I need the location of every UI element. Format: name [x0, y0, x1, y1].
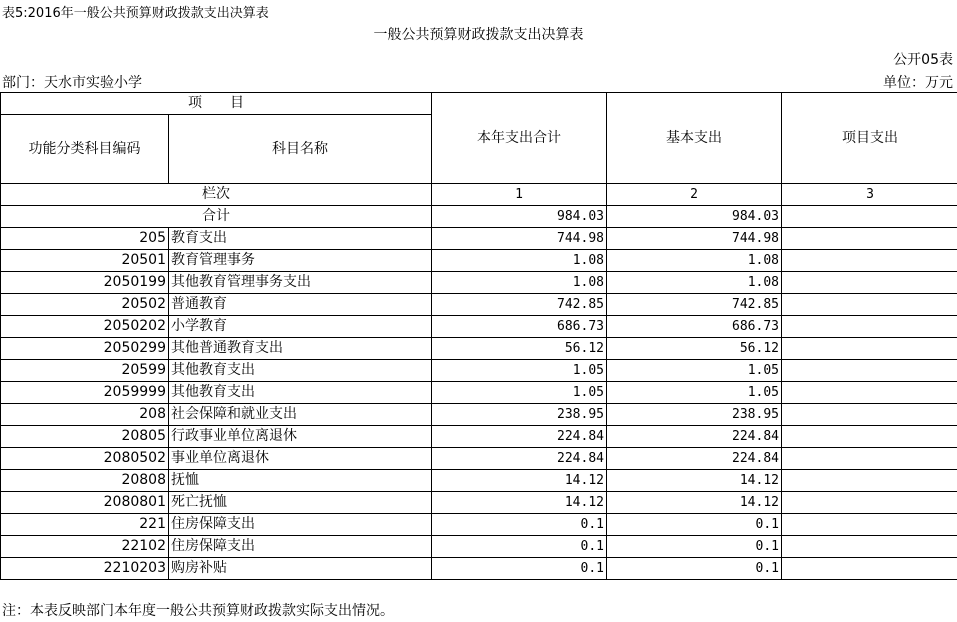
subject-code-cell: 20501 [1, 250, 169, 272]
subject-name-cell: 购房补贴 [169, 558, 432, 580]
subject-code-cell: 2080502 [1, 448, 169, 470]
expenditure-table [0, 92, 957, 580]
subject-name-cell: 事业单位离退休 [169, 448, 432, 470]
subject-code-cell: 2210203 [1, 558, 169, 580]
subject-name-cell: 普通教育 [169, 294, 432, 316]
project-amount-cell [782, 272, 957, 294]
basic-amount-cell: 238.95 [607, 404, 782, 426]
total-amount-cell: 238.95 [432, 404, 607, 426]
project-amount-cell [782, 338, 957, 360]
project-amount-cell [782, 514, 957, 536]
project-amount-cell [782, 536, 957, 558]
total-amount-cell: 1.08 [432, 272, 607, 294]
subject-name-cell: 住房保障支出 [169, 514, 432, 536]
subject-name-cell: 其他教育支出 [169, 360, 432, 382]
subject-code-cell: 2050202 [1, 316, 169, 338]
total-amount-cell: 0.1 [432, 514, 607, 536]
total-amount-cell: 1.05 [432, 382, 607, 404]
project-amount-cell [782, 404, 957, 426]
subject-code-cell: 2059999 [1, 382, 169, 404]
subject-code-cell: 22102 [1, 536, 169, 558]
subject-name-cell: 行政事业单位离退休 [169, 426, 432, 448]
table-row [1, 294, 957, 316]
table-row [1, 426, 957, 448]
total-amount: 984.03 [432, 206, 607, 228]
header-basic: 基本支出 [607, 93, 782, 184]
basic-amount-cell: 224.84 [607, 448, 782, 470]
table-row [1, 404, 957, 426]
basic-amount-cell: 1.05 [607, 382, 782, 404]
project-amount-cell [782, 228, 957, 250]
sequence-1: 1 [432, 184, 607, 206]
table-row [1, 272, 957, 294]
basic-amount-cell: 224.84 [607, 426, 782, 448]
project-amount-cell [782, 360, 957, 382]
total-amount-cell: 0.1 [432, 558, 607, 580]
form-code: 公开05表 [893, 52, 953, 68]
basic-amount-cell: 14.12 [607, 492, 782, 514]
project-amount-cell [782, 316, 957, 338]
total-amount-cell: 56.12 [432, 338, 607, 360]
subject-code-cell: 205 [1, 228, 169, 250]
total-amount-cell: 1.05 [432, 360, 607, 382]
subject-name-cell: 死亡抚恤 [169, 492, 432, 514]
subject-name-cell: 其他普通教育支出 [169, 338, 432, 360]
basic-amount-cell: 742.85 [607, 294, 782, 316]
total-amount-cell: 224.84 [432, 448, 607, 470]
table-row [1, 536, 957, 558]
table-row [1, 316, 957, 338]
basic-amount-cell: 1.05 [607, 360, 782, 382]
sequence-row [1, 184, 957, 206]
basic-amount-cell: 0.1 [607, 536, 782, 558]
table-row [1, 338, 957, 360]
department-label: 部门：天水市实验小学 [2, 75, 142, 91]
subject-name-cell: 其他教育支出 [169, 382, 432, 404]
project-amount-cell [782, 470, 957, 492]
subject-code-cell: 2050199 [1, 272, 169, 294]
project-amount-cell [782, 492, 957, 514]
basic-amount-cell: 1.08 [607, 272, 782, 294]
project-amount-cell [782, 294, 957, 316]
subject-name-cell: 教育管理事务 [169, 250, 432, 272]
total-basic: 984.03 [607, 206, 782, 228]
table-row [1, 382, 957, 404]
total-amount-cell: 744.98 [432, 228, 607, 250]
sheet-tab-title: 表5:2016年一般公共预算财政拨款支出决算表 [2, 6, 269, 21]
subject-code-cell: 20805 [1, 426, 169, 448]
header-total: 本年支出合计 [432, 93, 607, 184]
total-row [1, 206, 957, 228]
subject-code-cell: 20502 [1, 294, 169, 316]
sequence-label: 栏次 [1, 184, 432, 206]
total-project [782, 206, 957, 228]
table-row [1, 470, 957, 492]
header-project: 项目支出 [782, 93, 957, 184]
subject-name-cell: 社会保障和就业支出 [169, 404, 432, 426]
basic-amount-cell: 744.98 [607, 228, 782, 250]
table-row [1, 558, 957, 580]
basic-amount-cell: 14.12 [607, 470, 782, 492]
subject-name-cell: 抚恤 [169, 470, 432, 492]
table-row [1, 514, 957, 536]
subject-code-cell: 221 [1, 514, 169, 536]
total-amount-cell: 14.12 [432, 470, 607, 492]
table-row [1, 228, 957, 250]
subject-code-cell: 2080801 [1, 492, 169, 514]
total-amount-cell: 14.12 [432, 492, 607, 514]
header-code: 功能分类科目编码 [1, 115, 169, 184]
table-row [1, 250, 957, 272]
basic-amount-cell: 56.12 [607, 338, 782, 360]
basic-amount-cell: 0.1 [607, 514, 782, 536]
total-amount-cell: 686.73 [432, 316, 607, 338]
header-item: 项 目 [1, 93, 432, 115]
total-amount-cell: 0.1 [432, 536, 607, 558]
total-amount-cell: 1.08 [432, 250, 607, 272]
table-row [1, 448, 957, 470]
total-label: 合计 [1, 206, 432, 228]
project-amount-cell [782, 250, 957, 272]
project-amount-cell [782, 426, 957, 448]
footnote: 注：本表反映部门本年度一般公共预算财政拨款实际支出情况。 [2, 603, 394, 619]
unit-label: 单位：万元 [883, 75, 953, 91]
basic-amount-cell: 686.73 [607, 316, 782, 338]
total-amount-cell: 224.84 [432, 426, 607, 448]
subject-name-cell: 住房保障支出 [169, 536, 432, 558]
subject-name-cell: 其他教育管理事务支出 [169, 272, 432, 294]
sequence-2: 2 [607, 184, 782, 206]
basic-amount-cell: 1.08 [607, 250, 782, 272]
subject-code-cell: 208 [1, 404, 169, 426]
table-row [1, 492, 957, 514]
header-row-1 [1, 93, 957, 115]
subject-name-cell: 小学教育 [169, 316, 432, 338]
project-amount-cell [782, 382, 957, 404]
project-amount-cell [782, 448, 957, 470]
header-name: 科目名称 [169, 115, 432, 184]
table-row [1, 360, 957, 382]
subject-code-cell: 2050299 [1, 338, 169, 360]
total-amount-cell: 742.85 [432, 294, 607, 316]
basic-amount-cell: 0.1 [607, 558, 782, 580]
sequence-3: 3 [782, 184, 957, 206]
report-title: 一般公共预算财政拨款支出决算表 [373, 27, 584, 43]
subject-code-cell: 20599 [1, 360, 169, 382]
project-amount-cell [782, 558, 957, 580]
subject-name-cell: 教育支出 [169, 228, 432, 250]
subject-code-cell: 20808 [1, 470, 169, 492]
